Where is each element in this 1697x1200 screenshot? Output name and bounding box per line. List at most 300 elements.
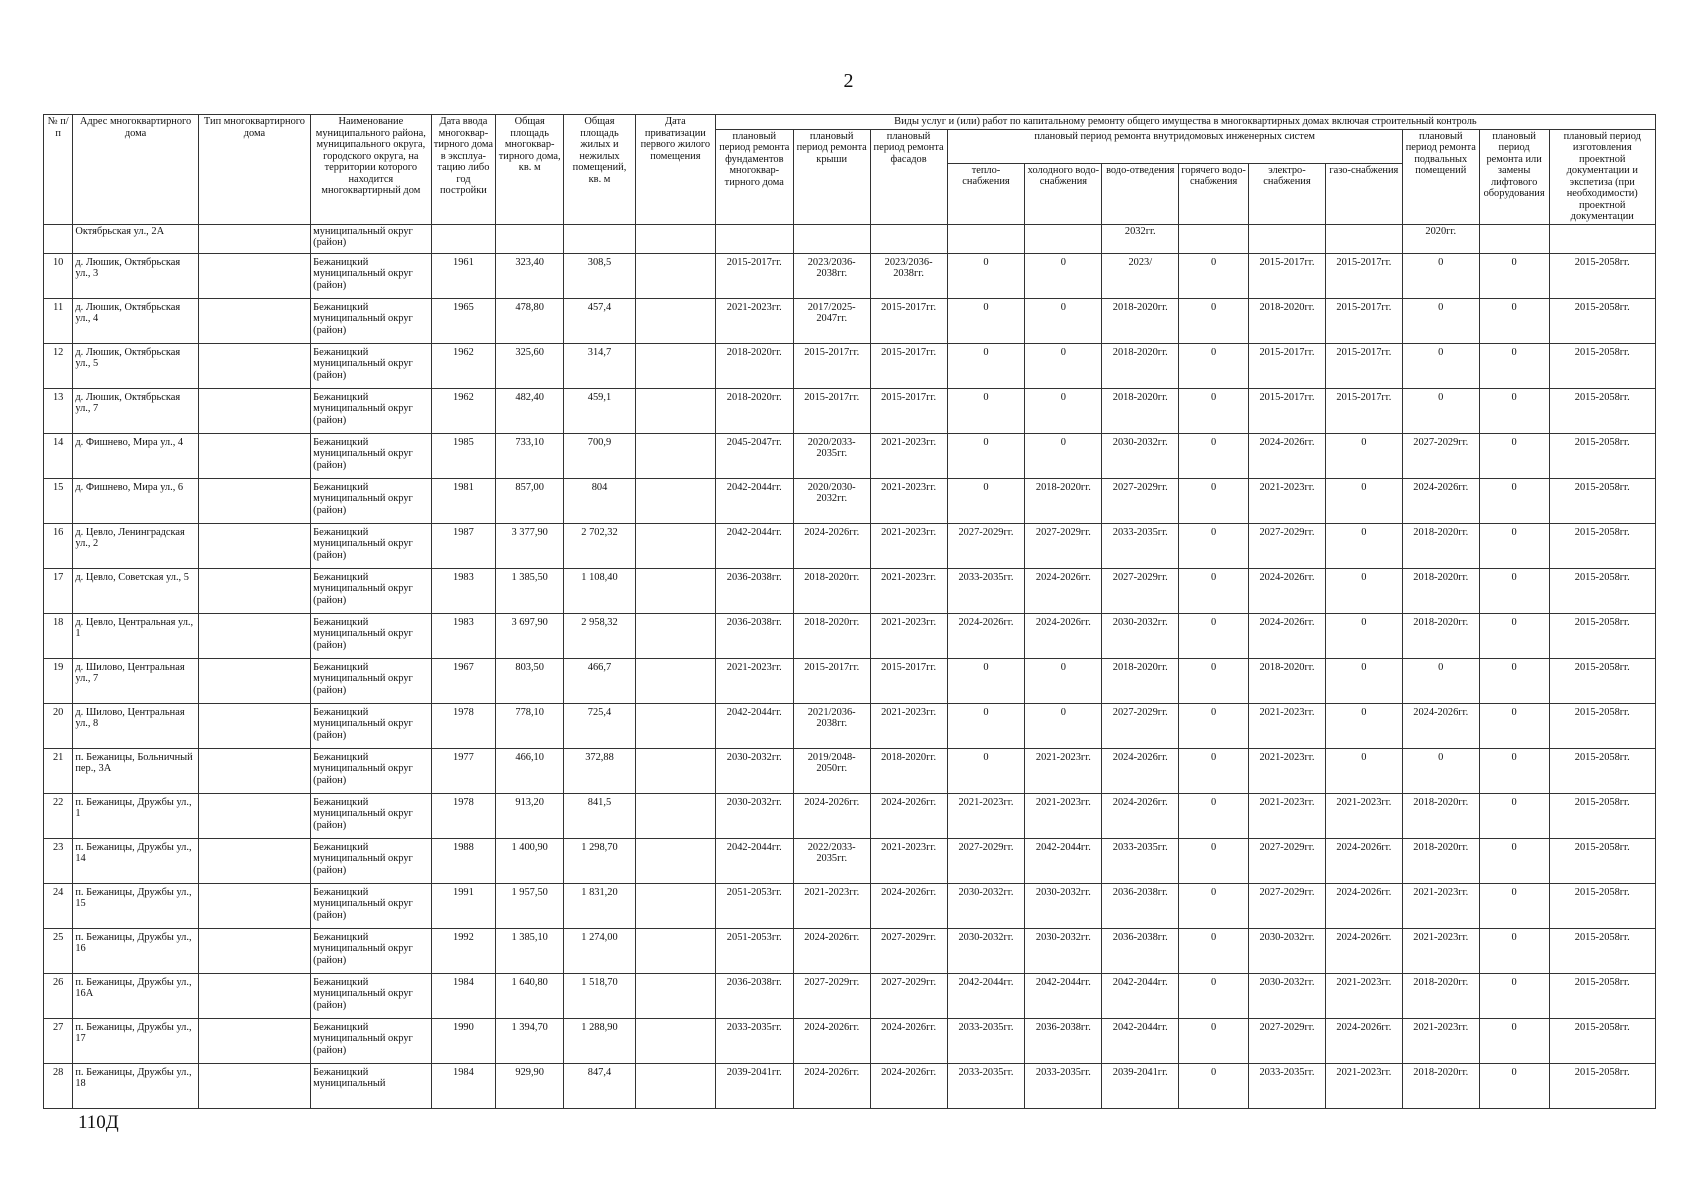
foundation-cell: 2021-2023гг.	[715, 298, 793, 343]
gas-cell: 0	[1325, 523, 1402, 568]
elevator-cell: 0	[1479, 613, 1549, 658]
electricity-cell: 2015-2017гг.	[1249, 343, 1326, 388]
heat-cell: 2033-2035гг.	[947, 1018, 1025, 1063]
facade-cell: 2021-2023гг.	[870, 838, 947, 883]
electricity-cell: 2024-2026гг.	[1249, 433, 1326, 478]
elevator-cell: 0	[1479, 298, 1549, 343]
col-type-header: Тип многоквартирного дома	[198, 115, 310, 225]
address-cell: п. Бежаницы, Больничный пер., 3А	[73, 748, 198, 793]
gas-cell: 0	[1325, 613, 1402, 658]
heat-cell: 2021-2023гг.	[947, 793, 1025, 838]
heat-cell: 0	[947, 343, 1025, 388]
num-cell: 27	[44, 1018, 73, 1063]
electricity-cell: 2015-2017гг.	[1249, 388, 1326, 433]
type-cell	[198, 928, 310, 973]
col-electricity-header: электро-снабжения	[1249, 163, 1326, 224]
num-cell: 25	[44, 928, 73, 973]
foundation-cell: 2042-2044гг.	[715, 703, 793, 748]
elevator-cell: 0	[1479, 973, 1549, 1018]
continuation-row	[44, 224, 1656, 253]
hot-water-cell: 0	[1179, 388, 1249, 433]
page-number: 2	[843, 70, 854, 92]
cold-water-cell: 0	[1025, 658, 1102, 703]
design-docs-cell: 2015-2058гг.	[1549, 433, 1655, 478]
sewerage-cell: 2032гг.	[1102, 224, 1179, 253]
privatization-date-cell	[635, 793, 715, 838]
basement-cell: 2018-2020гг.	[1402, 838, 1479, 883]
gas-cell: 0	[1325, 478, 1402, 523]
roof-cell: 2024-2026гг.	[793, 1063, 870, 1108]
total-area-cell: 325,60	[496, 343, 564, 388]
table-row	[44, 478, 1656, 523]
living-area-cell: 372,88	[564, 748, 636, 793]
basement-cell: 2020гг.	[1402, 224, 1479, 253]
address-cell: п. Бежаницы, Дружбы ул., 17	[73, 1018, 198, 1063]
table-row	[44, 793, 1656, 838]
facade-cell: 2015-2017гг.	[870, 658, 947, 703]
foundation-cell: 2042-2044гг.	[715, 523, 793, 568]
hot-water-cell: 0	[1179, 568, 1249, 613]
roof-cell: 2019/2048-2050гг.	[793, 748, 870, 793]
roof-cell: 2018-2020гг.	[793, 613, 870, 658]
elevator-cell: 0	[1479, 883, 1549, 928]
privatization-date-cell	[635, 613, 715, 658]
roof-cell: 2015-2017гг.	[793, 658, 870, 703]
commission-date-cell: 1983	[431, 613, 496, 658]
cold-water-cell: 2030-2032гг.	[1025, 928, 1102, 973]
address-cell: п. Бежаницы, Дружбы ул., 1	[73, 793, 198, 838]
address-cell: п. Бежаницы, Дружбы ул., 18	[73, 1063, 198, 1108]
living-area-cell: 1 108,40	[564, 568, 636, 613]
roof-cell: 2018-2020гг.	[793, 568, 870, 613]
basement-cell: 2018-2020гг.	[1402, 973, 1479, 1018]
hot-water-cell: 0	[1179, 658, 1249, 703]
total-area-cell: 733,10	[496, 433, 564, 478]
district-cell: Бежаницкий муниципальный округ (район)	[311, 973, 431, 1018]
electricity-cell: 2033-2035гг.	[1249, 1063, 1326, 1108]
living-area-cell: 847,4	[564, 1063, 636, 1108]
design-docs-cell: 2015-2058гг.	[1549, 478, 1655, 523]
basement-cell: 2018-2020гг.	[1402, 613, 1479, 658]
electricity-cell: 2024-2026гг.	[1249, 568, 1326, 613]
gas-cell: 2015-2017гг.	[1325, 343, 1402, 388]
heat-cell: 0	[947, 703, 1025, 748]
living-area-cell: 1 831,20	[564, 883, 636, 928]
type-cell	[198, 298, 310, 343]
roof-cell: 2022/2033-2035гг.	[793, 838, 870, 883]
living-area-cell: 459,1	[564, 388, 636, 433]
num-cell: 12	[44, 343, 73, 388]
hot-water-cell: 0	[1179, 613, 1249, 658]
design-docs-cell: 2015-2058гг.	[1549, 613, 1655, 658]
col-district-header: Наименование муниципального района, муниципального округа, городского округа, на территории которого находится многоквартирный дом	[311, 115, 431, 225]
cold-water-cell: 0	[1025, 253, 1102, 298]
col-gas-header: газо-снабжения	[1325, 163, 1402, 224]
hot-water-cell: 0	[1179, 1063, 1249, 1108]
foundation-cell: 2033-2035гг.	[715, 1018, 793, 1063]
electricity-cell: 2018-2020гг.	[1249, 298, 1326, 343]
design-docs-cell: 2015-2058гг.	[1549, 703, 1655, 748]
foundation-cell: 2042-2044гг.	[715, 478, 793, 523]
col-heat-header: тепло-снабжения	[947, 163, 1025, 224]
total-area-cell: 1 400,90	[496, 838, 564, 883]
num-cell: 10	[44, 253, 73, 298]
commission-date-cell: 1977	[431, 748, 496, 793]
design-docs-cell: 2015-2058гг.	[1549, 1063, 1655, 1108]
heat-cell: 0	[947, 298, 1025, 343]
living-area-cell: 1 274,00	[564, 928, 636, 973]
sewerage-cell: 2027-2029гг.	[1102, 568, 1179, 613]
heat-cell: 0	[947, 388, 1025, 433]
address-cell: д. Фишнево, Мира ул., 6	[73, 478, 198, 523]
electricity-cell: 2021-2023гг.	[1249, 748, 1326, 793]
col-sewerage-header: водо-отведения	[1102, 163, 1179, 224]
district-cell: Бежаницкий муниципальный округ (район)	[311, 433, 431, 478]
design-docs-cell: 2015-2058гг.	[1549, 883, 1655, 928]
total-area-cell: 913,20	[496, 793, 564, 838]
cold-water-cell: 2018-2020гг.	[1025, 478, 1102, 523]
design-docs-cell: 2015-2058гг.	[1549, 253, 1655, 298]
hot-water-cell: 0	[1179, 703, 1249, 748]
district-cell: Бежаницкий муниципальный	[311, 1063, 431, 1108]
living-area-cell: 2 702,32	[564, 523, 636, 568]
table-row	[44, 568, 1656, 613]
address-cell: д. Люшик, Октябрьская ул., 5	[73, 343, 198, 388]
hot-water-cell: 0	[1179, 883, 1249, 928]
sewerage-cell: 2042-2044гг.	[1102, 973, 1179, 1018]
type-cell	[198, 1063, 310, 1108]
cold-water-cell: 2027-2029гг.	[1025, 523, 1102, 568]
living-area-cell: 841,5	[564, 793, 636, 838]
basement-cell: 2018-2020гг.	[1402, 793, 1479, 838]
col-commission-date-header: Дата ввода многоквар-тирного дома в эксплуа-тацию либо год постройки	[431, 115, 496, 225]
district-cell: Бежаницкий муниципальный округ (район)	[311, 478, 431, 523]
heat-cell: 2030-2032гг.	[947, 883, 1025, 928]
privatization-date-cell	[635, 433, 715, 478]
heat-cell: 2027-2029гг.	[947, 838, 1025, 883]
num-cell: 24	[44, 883, 73, 928]
num-cell: 20	[44, 703, 73, 748]
total-area-cell: 1 394,70	[496, 1018, 564, 1063]
heat-cell: 2033-2035гг.	[947, 568, 1025, 613]
commission-date-cell: 1985	[431, 433, 496, 478]
commission-date-cell: 1992	[431, 928, 496, 973]
cold-water-cell: 2021-2023гг.	[1025, 793, 1102, 838]
sewerage-cell: 2023/	[1102, 253, 1179, 298]
basement-cell: 0	[1402, 298, 1479, 343]
privatization-date-cell	[635, 973, 715, 1018]
district-cell: Бежаницкий муниципальный округ (район)	[311, 838, 431, 883]
gas-cell: 0	[1325, 433, 1402, 478]
total-area-cell: 803,50	[496, 658, 564, 703]
basement-cell: 0	[1402, 388, 1479, 433]
heat-cell: 2033-2035гг.	[947, 1063, 1025, 1108]
commission-date-cell: 1962	[431, 343, 496, 388]
table-row	[44, 253, 1656, 298]
total-area-cell: 478,80	[496, 298, 564, 343]
design-docs-cell: 2015-2058гг.	[1549, 928, 1655, 973]
commission-date-cell: 1983	[431, 568, 496, 613]
col-total-area-header: Общая площадь многоквар-тирного дома, кв. м	[496, 115, 564, 225]
commission-date-cell: 1978	[431, 793, 496, 838]
num-cell: 18	[44, 613, 73, 658]
basement-cell: 2024-2026гг.	[1402, 478, 1479, 523]
design-docs-cell: 2015-2058гг.	[1549, 1018, 1655, 1063]
col-design-docs-header: плановый период изготовления проектной документации и экспетиза (при необходимости) проектной документации	[1549, 129, 1655, 224]
foundation-cell: 2051-2053гг.	[715, 928, 793, 973]
living-area-cell: 1 518,70	[564, 973, 636, 1018]
num-cell: 21	[44, 748, 73, 793]
type-cell	[198, 253, 310, 298]
elevator-cell: 0	[1479, 433, 1549, 478]
type-cell	[198, 523, 310, 568]
district-cell: Бежаницкий муниципальный округ (район)	[311, 793, 431, 838]
design-docs-cell: 2015-2058гг.	[1549, 748, 1655, 793]
num-cell: 22	[44, 793, 73, 838]
sewerage-cell: 2018-2020гг.	[1102, 658, 1179, 703]
roof-cell: 2024-2026гг.	[793, 523, 870, 568]
basement-cell: 2024-2026гг.	[1402, 703, 1479, 748]
address-cell: д. Цевло, Советская ул., 5	[73, 568, 198, 613]
header-row-1	[44, 115, 1656, 130]
roof-cell: 2023/2036-2038гг.	[793, 253, 870, 298]
total-area-cell: 857,00	[496, 478, 564, 523]
sewerage-cell: 2036-2038гг.	[1102, 928, 1179, 973]
gas-cell: 0	[1325, 658, 1402, 703]
address-cell: Октябрьская ул., 2А	[73, 224, 198, 253]
basement-cell: 2021-2023гг.	[1402, 883, 1479, 928]
elevator-cell: 0	[1479, 838, 1549, 883]
living-area-cell: 466,7	[564, 658, 636, 703]
basement-cell: 0	[1402, 253, 1479, 298]
elevator-cell: 0	[1479, 568, 1549, 613]
col-basement-header: плановый период ремонта подвальных помещений	[1402, 129, 1479, 224]
type-cell	[198, 433, 310, 478]
commission-date-cell: 1981	[431, 478, 496, 523]
design-docs-cell: 2015-2058гг.	[1549, 568, 1655, 613]
elevator-cell: 0	[1479, 343, 1549, 388]
district-cell: Бежаницкий муниципальный округ (район)	[311, 523, 431, 568]
basement-cell: 2018-2020гг.	[1402, 1063, 1479, 1108]
cold-water-cell: 2030-2032гг.	[1025, 883, 1102, 928]
num-cell: 16	[44, 523, 73, 568]
design-docs-cell: 2015-2058гг.	[1549, 793, 1655, 838]
facade-cell: 2015-2017гг.	[870, 298, 947, 343]
district-cell: Бежаницкий муниципальный округ (район)	[311, 928, 431, 973]
col-roof-header: плановый период ремонта крыши	[793, 129, 870, 224]
privatization-date-cell	[635, 568, 715, 613]
electricity-cell: 2024-2026гг.	[1249, 613, 1326, 658]
living-area-cell: 700,9	[564, 433, 636, 478]
facade-cell: 2021-2023гг.	[870, 568, 947, 613]
privatization-date-cell	[635, 883, 715, 928]
foundation-cell: 2021-2023гг.	[715, 658, 793, 703]
type-cell	[198, 613, 310, 658]
type-cell	[198, 703, 310, 748]
roof-cell: 2015-2017гг.	[793, 343, 870, 388]
gas-cell: 0	[1325, 568, 1402, 613]
cold-water-cell: 0	[1025, 703, 1102, 748]
total-area-cell: 1 640,80	[496, 973, 564, 1018]
elevator-cell: 0	[1479, 703, 1549, 748]
heat-cell: 0	[947, 658, 1025, 703]
district-cell: Бежаницкий муниципальный округ (район)	[311, 253, 431, 298]
hot-water-cell: 0	[1179, 1018, 1249, 1063]
heat-cell: 0	[947, 253, 1025, 298]
total-area-cell: 1 385,50	[496, 568, 564, 613]
electricity-cell: 2018-2020гг.	[1249, 658, 1326, 703]
basement-cell: 2021-2023гг.	[1402, 1018, 1479, 1063]
privatization-date-cell	[635, 928, 715, 973]
privatization-date-cell	[635, 388, 715, 433]
facade-cell: 2021-2023гг.	[870, 523, 947, 568]
type-cell	[198, 478, 310, 523]
total-area-cell: 466,10	[496, 748, 564, 793]
col-elevator-header: плановый период ремонта или замены лифтового оборудования	[1479, 129, 1549, 224]
facade-cell: 2027-2029гг.	[870, 973, 947, 1018]
type-cell	[198, 658, 310, 703]
col-num-header: № п/п	[44, 115, 73, 225]
gas-cell: 2024-2026гг.	[1325, 1018, 1402, 1063]
roof-cell: 2020/2033-2035гг.	[793, 433, 870, 478]
elevator-cell: 0	[1479, 1063, 1549, 1108]
privatization-date-cell	[635, 253, 715, 298]
table-row	[44, 838, 1656, 883]
document-code: 110Д	[78, 1112, 119, 1133]
type-cell	[198, 793, 310, 838]
address-cell: д. Цевло, Ленинградская ул., 2	[73, 523, 198, 568]
living-area-cell: 725,4	[564, 703, 636, 748]
commission-date-cell: 1961	[431, 253, 496, 298]
elevator-cell: 0	[1479, 478, 1549, 523]
elevator-cell: 0	[1479, 253, 1549, 298]
hot-water-cell: 0	[1179, 928, 1249, 973]
type-cell	[198, 883, 310, 928]
sewerage-cell: 2033-2035гг.	[1102, 838, 1179, 883]
privatization-date-cell	[635, 523, 715, 568]
elevator-cell: 0	[1479, 523, 1549, 568]
commission-date-cell: 1988	[431, 838, 496, 883]
hot-water-cell: 0	[1179, 523, 1249, 568]
heat-cell: 0	[947, 433, 1025, 478]
gas-cell: 0	[1325, 703, 1402, 748]
cold-water-cell: 0	[1025, 298, 1102, 343]
hot-water-cell: 0	[1179, 973, 1249, 1018]
address-cell: п. Бежаницы, Дружбы ул., 16А	[73, 973, 198, 1018]
table-row	[44, 658, 1656, 703]
sewerage-cell: 2036-2038гг.	[1102, 883, 1179, 928]
table-row	[44, 973, 1656, 1018]
total-area-cell: 1 385,10	[496, 928, 564, 973]
electricity-cell: 2027-2029гг.	[1249, 883, 1326, 928]
gas-cell: 0	[1325, 748, 1402, 793]
living-area-cell: 2 958,32	[564, 613, 636, 658]
cold-water-cell: 2033-2035гг.	[1025, 1063, 1102, 1108]
table-row	[44, 1018, 1656, 1063]
design-docs-cell: 2015-2058гг.	[1549, 298, 1655, 343]
commission-date-cell: 1965	[431, 298, 496, 343]
address-cell: д. Шилово, Центральная ул., 7	[73, 658, 198, 703]
table-row	[44, 343, 1656, 388]
district-cell: муниципальный округ (район)	[311, 224, 431, 253]
electricity-cell: 2030-2032гг.	[1249, 973, 1326, 1018]
address-cell: д. Фишнево, Мира ул., 4	[73, 433, 198, 478]
commission-date-cell: 1984	[431, 973, 496, 1018]
commission-date-cell: 1984	[431, 1063, 496, 1108]
design-docs-cell: 2015-2058гг.	[1549, 523, 1655, 568]
heat-cell: 2030-2032гг.	[947, 928, 1025, 973]
commission-date-cell: 1991	[431, 883, 496, 928]
table-row	[44, 298, 1656, 343]
gas-cell: 2015-2017гг.	[1325, 298, 1402, 343]
type-cell	[198, 838, 310, 883]
gas-cell: 2015-2017гг.	[1325, 253, 1402, 298]
roof-cell: 2024-2026гг.	[793, 1018, 870, 1063]
facade-cell: 2023/2036-2038гг.	[870, 253, 947, 298]
num-cell: 11	[44, 298, 73, 343]
table-body	[44, 224, 1656, 1108]
foundation-cell: 2051-2053гг.	[715, 883, 793, 928]
total-area-cell: 482,40	[496, 388, 564, 433]
type-cell	[198, 343, 310, 388]
district-cell: Бежаницкий муниципальный округ (район)	[311, 1018, 431, 1063]
num-cell: 28	[44, 1063, 73, 1108]
electricity-cell: 2021-2023гг.	[1249, 793, 1326, 838]
cold-water-cell: 2024-2026гг.	[1025, 613, 1102, 658]
commission-date-cell: 1967	[431, 658, 496, 703]
table-row	[44, 613, 1656, 658]
hot-water-cell: 0	[1179, 793, 1249, 838]
privatization-date-cell	[635, 343, 715, 388]
type-cell	[198, 388, 310, 433]
table-row	[44, 388, 1656, 433]
foundation-cell: 2030-2032гг.	[715, 793, 793, 838]
roof-cell: 2017/2025-2047гг.	[793, 298, 870, 343]
design-docs-cell: 2015-2058гг.	[1549, 973, 1655, 1018]
type-cell	[198, 748, 310, 793]
sewerage-cell: 2018-2020гг.	[1102, 298, 1179, 343]
commission-date-cell: 1990	[431, 1018, 496, 1063]
elevator-cell: 0	[1479, 748, 1549, 793]
num-cell: 14	[44, 433, 73, 478]
col-facade-header: плановый период ремонта фасадов	[870, 129, 947, 224]
living-area-cell: 314,7	[564, 343, 636, 388]
sewerage-cell: 2030-2032гг.	[1102, 433, 1179, 478]
electricity-cell: 2027-2029гг.	[1249, 1018, 1326, 1063]
elevator-cell: 0	[1479, 388, 1549, 433]
total-area-cell: 323,40	[496, 253, 564, 298]
privatization-date-cell	[635, 703, 715, 748]
facade-cell: 2018-2020гг.	[870, 748, 947, 793]
sewerage-cell: 2018-2020гг.	[1102, 388, 1179, 433]
design-docs-cell: 2015-2058гг.	[1549, 658, 1655, 703]
commission-date-cell: 1987	[431, 523, 496, 568]
facade-cell: 2021-2023гг.	[870, 613, 947, 658]
district-cell: Бежаницкий муниципальный округ (район)	[311, 388, 431, 433]
type-cell	[198, 1018, 310, 1063]
sewerage-cell: 2024-2026гг.	[1102, 748, 1179, 793]
cold-water-cell: 2036-2038гг.	[1025, 1018, 1102, 1063]
gas-cell: 2024-2026гг.	[1325, 928, 1402, 973]
address-cell: п. Бежаницы, Дружбы ул., 16	[73, 928, 198, 973]
district-cell: Бежаницкий муниципальный округ (район)	[311, 883, 431, 928]
num-cell: 23	[44, 838, 73, 883]
table-row	[44, 1063, 1656, 1108]
sewerage-cell: 2027-2029гг.	[1102, 703, 1179, 748]
basement-cell: 0	[1402, 658, 1479, 703]
living-area-cell: 1 288,90	[564, 1018, 636, 1063]
address-cell: п. Бежаницы, Дружбы ул., 14	[73, 838, 198, 883]
